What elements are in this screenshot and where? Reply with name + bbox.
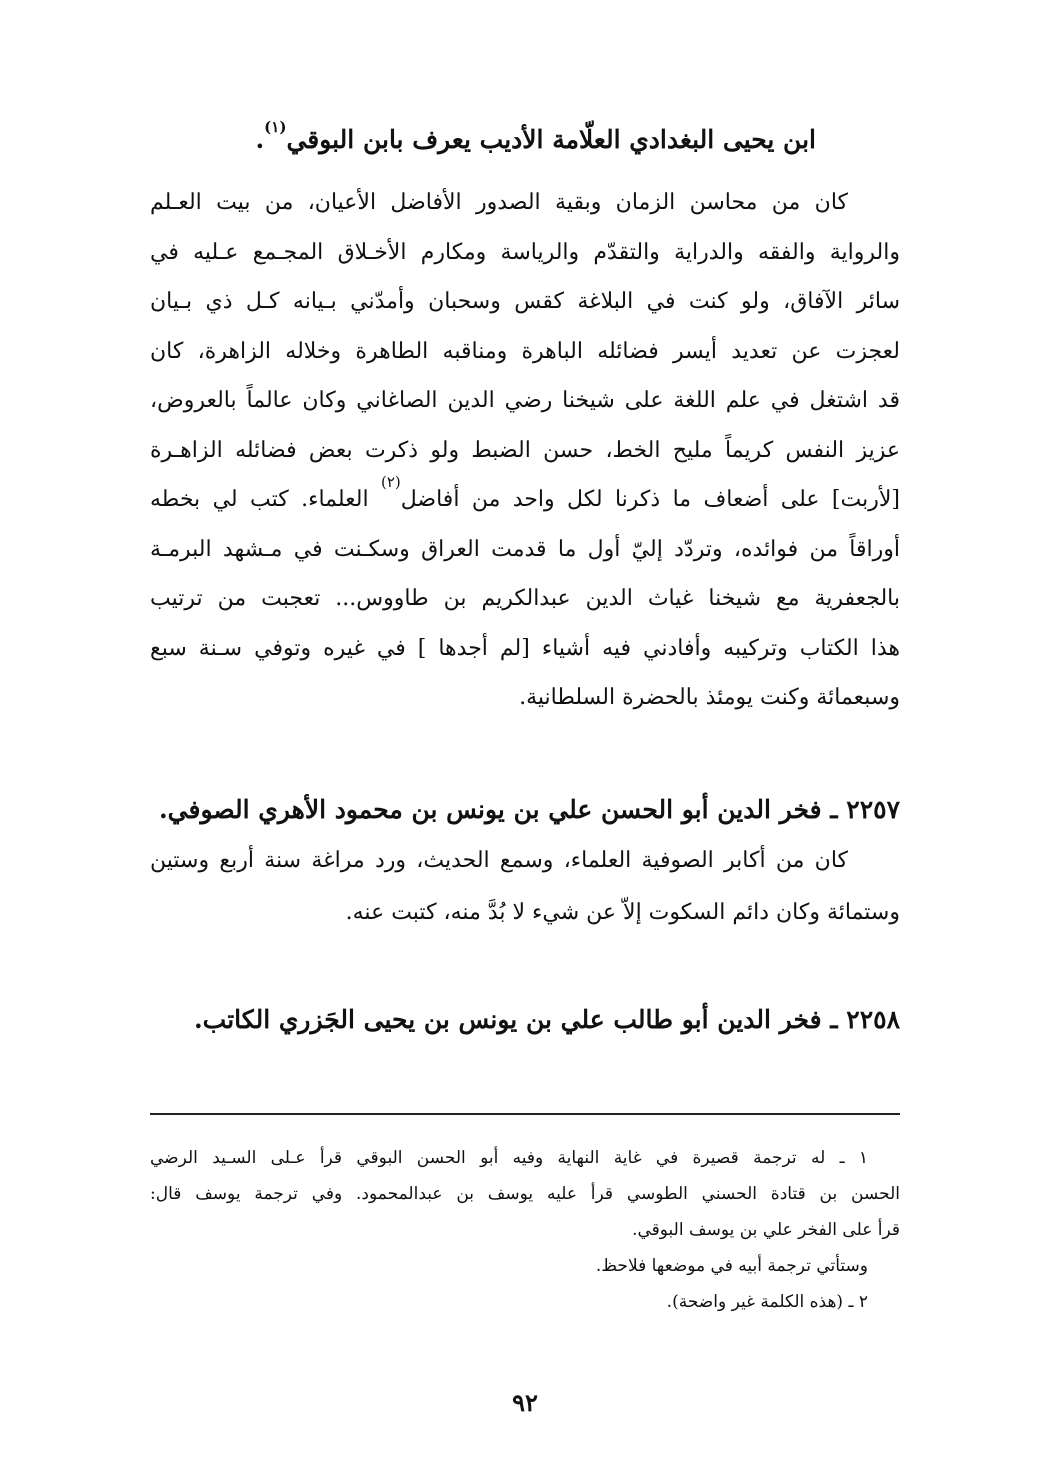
footnote-line: ١ ـ له ترجمة قصيرة في غاية النهاية وفيه أبو الحسن البوقي قرأ عـلى السـيد الرضي (150, 1148, 868, 1168)
body-line: وستمائة وكان دائم السكوت إلاّ عن شيء لا بُدَّ منه، كتبت عنه. (345, 900, 900, 925)
body-line-end: العلماء. كتب لي بخطه (150, 487, 381, 512)
footnote-line: الحسن بن قتادة الحسني الطوسي قرأ عليه يوسف بن عبدالمحمود. وفي ترجمة يوسف قال: (150, 1184, 900, 1204)
book-page (150, 0, 900, 1475)
entry-body-paragraph (150, 178, 900, 723)
body-line: والرواية والفقه والدراية والتقدّم والرياسة ومكارم الأخـلاق المجـمع عـليه في (150, 239, 900, 265)
body-line: أوراقاً من فوائده، وتردّد إليّ أول ما قدمت العراق وسكـنت في مـشهد البرمـة (150, 536, 900, 562)
body-line: لعجزت عن تعديد أيسر فضائله الباهرة ومناقبه الطاهرة وخلاله الزاهرة، كان (150, 338, 900, 364)
body-line: وسبعمائة وكنت يومئذ بالحضرة السلطانية. (519, 685, 900, 710)
heading-period: . (255, 125, 265, 154)
body-line-with-note (150, 475, 900, 525)
footnote-line: وستأتي ترجمة أبيه في موضعها فلاحظ. (595, 1256, 868, 1276)
footnote-line: قرأ على الفخر علي بن يوسف البوقي. (632, 1220, 900, 1240)
body-line: سائر الآفاق، ولو كنت في البلاغة كقس وسحبان وأمدّني بـيانه كـل ذي بـيان (150, 289, 900, 314)
body-line: هذا الكتاب وتركيبه وأفادني فيه أشياء [لم أجدها ] في غيره وتوفي سـنة سبع (150, 635, 900, 661)
body-line: قد اشتغل في علم اللغة على شيخنا رضي الدين الصاغاني وكان عالماً بالعروض، (150, 388, 900, 413)
footnote-ref-1: (١) (264, 118, 287, 136)
entry-heading-text: ابن يحيى البغدادي العلّامة الأديب يعرف بابن البوقي (286, 125, 816, 154)
body-line: بالجعفرية مع شيخنا غياث الدين عبدالكريم بن طاووس... تعجبت من ترتيب (150, 586, 900, 611)
body-line-start: [لأربت] على أضعاف ما ذكرنا لكل واحد من أفاضل (400, 487, 900, 512)
body-line: كان من محاسن الزمان وبقية الصدور الأفاضل الأعيان، من بيت العـلم (150, 190, 848, 215)
footnote-divider (150, 1113, 900, 1115)
entry-heading-2258: ٢٢٥٨ ـ فخر الدين أبو طالب علي بن يونس بن يحيى الجَزري الكاتب. (193, 1005, 900, 1034)
footnotes (150, 1140, 900, 1320)
entry-2257-body (150, 835, 900, 939)
page-number: ٩٢ (512, 1388, 538, 1417)
footnote-line: ٢ ـ (هذه الكلمة غير واضحة). (666, 1292, 868, 1312)
entry-heading-2257: ٢٢٥٧ ـ فخر الدين أبو الحسن علي بن يونس بن محمود الأهري الصوفي. (158, 795, 900, 824)
body-line: عزيز النفس كريماً مليح الخط، حسن الضبط ولو ذكرت بعض فضائله الزاهـرة (150, 437, 900, 463)
footnote-ref-2: (٢) (380, 473, 401, 491)
body-line: كان من أكابر الصوفية العلماء، وسمع الحديث، ورد مراغة سنة أربع وستين (150, 848, 848, 873)
entry-heading-continued (150, 120, 816, 160)
